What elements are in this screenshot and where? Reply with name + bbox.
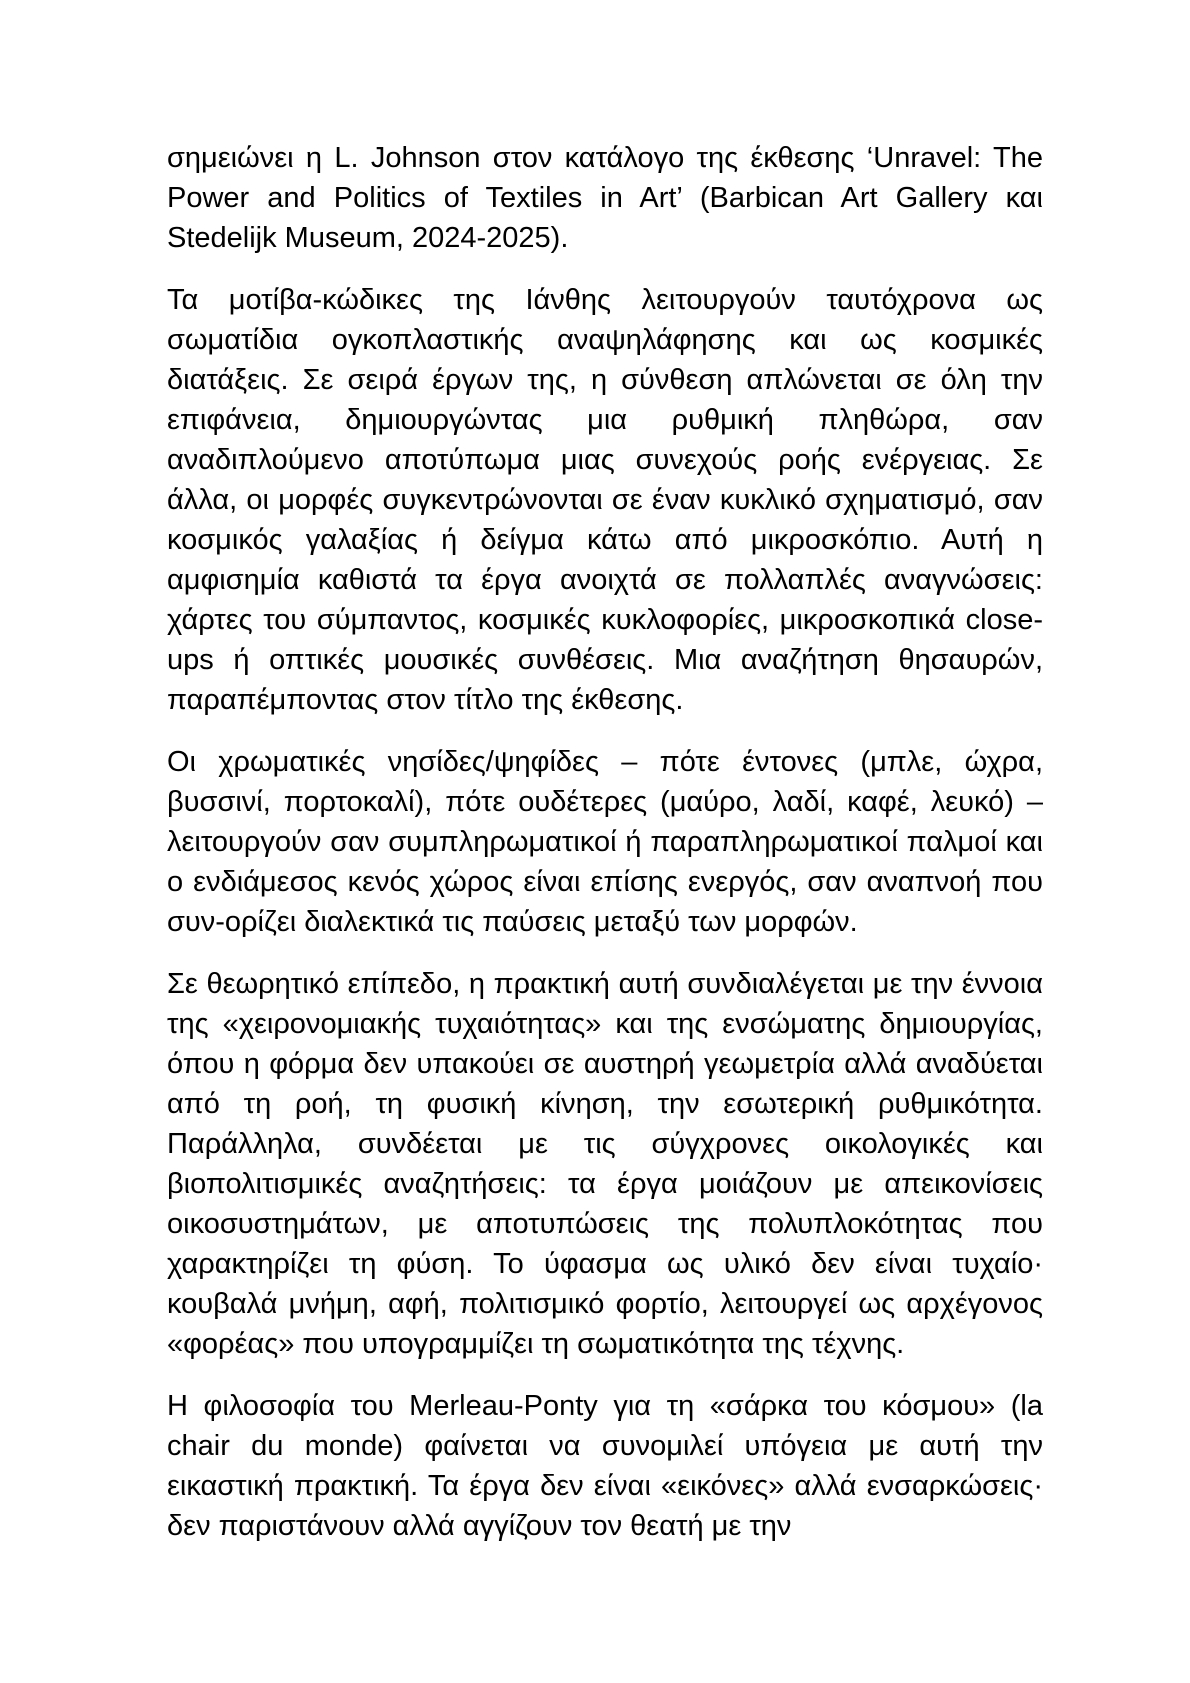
paragraph-1: σημειώνει η L. Johnson στον κατάλογο της έκθεσης ‘Unravel: The Power and Politics of Textiles in Art’ (Barbican Art Gallery και Stedelijk Museum, 2024-2025). [167, 142, 1043, 254]
paragraph-2: Τα μοτίβα-κώδικες της Ιάνθης λειτουργούν ταυτόχρονα ως σωματίδια ογκοπλαστικής αναψηλάφησης και ως κοσμικές διατάξεις. Σε σειρά έργων της, η σύνθεση απλώνεται σε όλη την επιφάνεια, δημιουργώντας μια ρυθμική πληθώρα, σαν αναδιπλούμενο αποτύπωμα μιας συνεχούς ροής ενέργειας. Σε άλλα, οι μορφές συγκεντρώνονται σε έναν κυκλικό σχηματισμό, σαν κοσμικός γαλαξίας ή δείγμα κάτω από μικροσκόπιο. Αυτή η αμφισημία καθιστά τα έργα ανοιχτά σε πολλαπλές αναγνώσεις: χάρτες του σύμπαντος, κοσμικές κυκλοφορίες, μικροσκοπικά close-ups ή οπτικές μουσικές συνθέσεις. Μια αναζήτηση θησαυρών, παραπέμποντας στον τίτλο της έκθεσης. [167, 284, 1043, 716]
paragraph-4: Σε θεωρητικό επίπεδο, η πρακτική αυτή συνδιαλέγεται με την έννοια της «χειρονομιακής τυχαιότητας» και της ενσώματης δημιουργίας, όπου η φόρμα δεν υπακούει σε αυστηρή γεωμετρία αλλά αναδύεται από τη ροή, τη φυσική κίνηση, την εσωτερική ρυθμικότητα. Παράλληλα, συνδέεται με τις σύγχρονες οικολογικές και βιοπολιτισμικές αναζητήσεις: τα έργα μοιάζουν με απεικονίσεις οικοσυστημάτων, με αποτυπώσεις της πολυπλοκότητας που χαρακτηρίζει τη φύση. Το ύφασμα ως υλικό δεν είναι τυχαίο· κουβαλά μνήμη, αφή, πολιτισμικό φορτίο, λειτουργεί ως αρχέγονος «φορέας» που υπογραμμίζει τη σωματικότητα της τέχνης. [167, 968, 1043, 1360]
text-column [167, 138, 1043, 1546]
paragraph-5: Η φιλοσοφία του Merleau-Ponty για τη «σάρκα του κόσμου» (la chair du monde) φαίνεται να συνομιλεί υπόγεια με αυτή την εικαστική πρακτική. Τα έργα δεν είναι «εικόνες» αλλά ενσαρκώσεις· δεν παριστάνουν αλλά αγγίζουν τον θεατή με την [167, 1390, 1043, 1542]
paragraph-3: Οι χρωματικές νησίδες/ψηφίδες – πότε έντονες (μπλε, ώχρα, βυσσινί, πορτοκαλί), πότε ουδέτερες (μαύρο, λαδί, καφέ, λευκό) – λειτουργούν σαν συμπληρωματικοί ή παραπληρωματικοί παλμοί και ο ενδιάμεσος κενός χώρος είναι επίσης ενεργός, σαν αναπνοή που συν-ορίζει διαλεκτικά τις παύσεις μεταξύ των μορφών. [167, 746, 1043, 938]
